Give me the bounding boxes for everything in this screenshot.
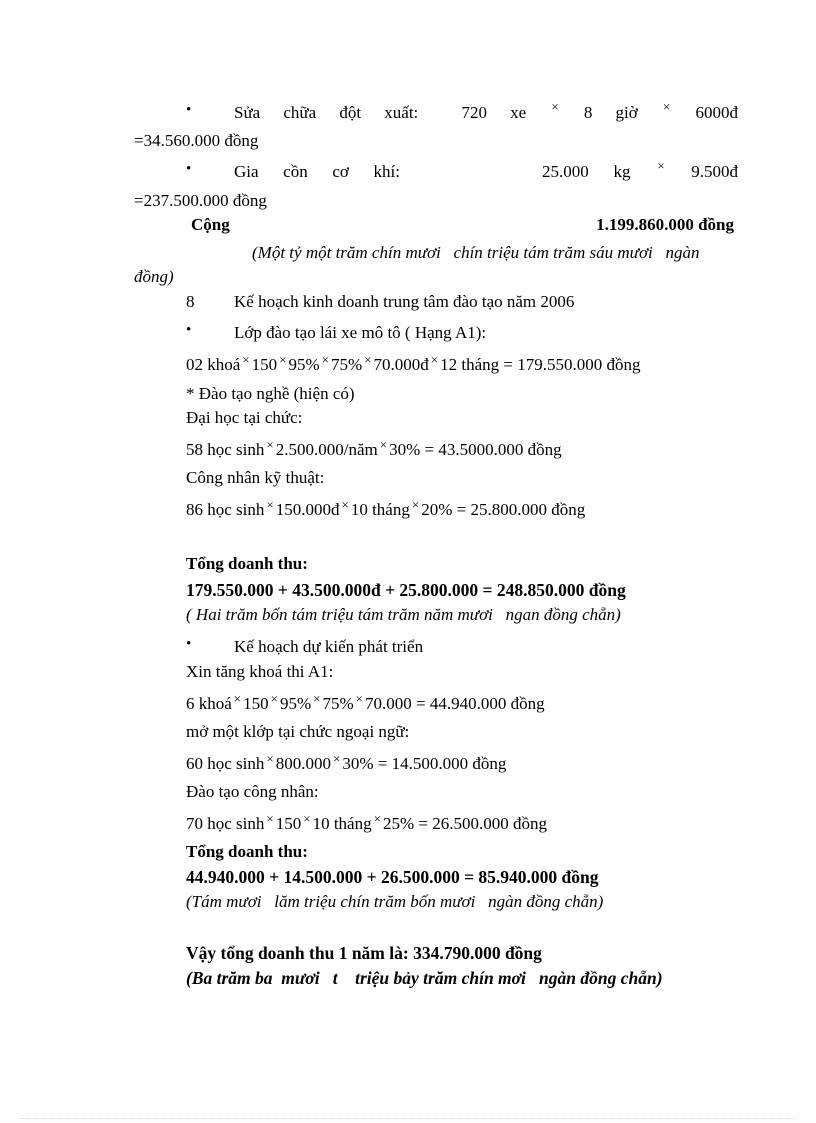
word: 9.500đ [691,162,738,181]
term: 75% [322,694,354,713]
word: cồn [283,162,308,181]
bullet-icon: • [186,636,192,652]
multiply-icon: × [303,811,311,826]
multiply-icon: × [279,352,287,367]
term: 6 khoá [186,694,232,713]
word: 6000đ [695,103,738,122]
term: 800.000 [275,754,331,773]
term: 60 học sinh [186,754,265,773]
plan-title: Kế hoạch dự kiến phát triển [234,637,424,656]
revenue-total-words: ( Hai trăm bốn tám triệu tám trăm năm mươi ngan đồng chẵn) [186,605,621,624]
term: 30% = 14.500.000 đồng [342,754,507,773]
term: 25% = 26.500.000 đồng [382,814,547,833]
mechanic-total: =237.500.000 đồng [134,191,267,210]
multiply-icon: × [242,352,250,367]
plan-total-sum: 44.940.000 + 14.500.000 + 26.500.000 = 85.940.000 đồng [186,867,599,887]
page-bottom-divider [20,1118,796,1119]
term: 58 học sinh [186,440,265,459]
technical-worker-calc [186,497,586,521]
repair-line [234,99,738,123]
word: xe [510,103,527,122]
multiply-icon: × [411,497,420,512]
revenue-total-sum: 179.550.000 + 43.500.000đ + 25.800.000 = 248.850.000 đồng [186,580,626,600]
multiply-icon: × [364,352,372,367]
technical-worker-label: Công nhân kỹ thuật: [186,468,325,487]
section-number: 8 [186,292,195,311]
university-label: Đại học tại chức: [186,408,303,427]
multiply-icon: × [355,691,364,706]
bullet-icon: • [186,161,192,177]
total-value: 1.199.860.000 đồng [596,215,734,234]
multiply-icon: × [270,691,278,706]
term: 2.500.000/năm [275,440,378,459]
worker-training-calc [186,811,547,835]
vocational-heading: * Đào tạo nghề (hiện có) [186,384,355,403]
term: 30% = 43.5000.000 đồng [389,440,562,459]
a1-increase-calc [186,691,545,715]
annual-revenue-words: (Ba trăm ba mươi t triệu bảy trăm chín mơi ngàn đồng chẵn) [186,968,663,988]
term: 20% = 25.800.000 đồng [421,500,586,519]
term: 150 [275,814,302,833]
word: kg [613,162,631,181]
moto-calc [186,352,641,376]
multiply-icon: × [379,437,388,452]
multiply-icon: × [233,691,242,706]
multiply-icon: × [266,751,274,766]
term: 70 học sinh [186,814,265,833]
plan-total-label: Tổng doanh thu: [186,842,308,861]
total-in-words: (Một tỷ một trăm chín mươi chín triệu tám trăm sáu mươi ngàn [252,243,700,262]
word: 25.000 [542,162,589,181]
word: Sửa [234,103,261,122]
word: 8 [583,103,593,122]
term: 70.000 = 44.940.000 đồng [365,694,545,713]
moto-class-title: Lớp đào tạo lái xe mô tô ( Hạng A1): [234,323,487,342]
language-class-label: mở một klớp tại chức ngoại ngữ: [186,722,410,741]
word: 720 [461,103,487,122]
worker-training-label: Đào tạo công nhân: [186,782,319,801]
word: Gia [234,162,259,181]
university-calc [186,437,562,461]
multiply-icon: × [313,691,321,706]
term: 10 tháng [312,814,372,833]
term: 150 [243,694,269,713]
term: 02 khoá [186,355,241,374]
multiply-icon: × [321,352,329,367]
term: 10 tháng [350,500,410,519]
multiply-icon: × [266,437,274,452]
annual-revenue: Vậy tổng doanh thu 1 năm là: 334.790.000 đồng [186,943,542,963]
language-class-calc [186,751,507,775]
word: đột [339,103,362,122]
term: 70.000đ [373,355,429,374]
revenue-total-label: Tổng doanh thu: [186,554,308,573]
term: 95% [279,694,312,713]
term: 95% [288,355,320,374]
word: giờ [615,103,638,122]
word: khí: [373,162,400,181]
total-label: Cộng [191,215,230,234]
multiply-icon: × [373,811,381,826]
a1-increase-label: Xin tăng khoá thi A1: [186,662,334,681]
section-title: Kế hoạch kinh doanh trung tâm đào tạo năm 2006 [234,292,575,311]
word: chữa [283,103,317,122]
repair-total: =34.560.000 đồng [134,131,259,150]
term: 150 [251,355,278,374]
plan-total-words: (Tám mươi lăm triệu chín trăm bốn mươi ngàn đồng chẵn) [186,892,604,911]
multiply-icon: × [266,497,274,512]
bullet-icon: • [186,102,192,118]
word: xuất: [384,103,419,122]
multiply-icon: × [332,751,341,766]
multiply-icon: × [430,352,439,367]
multiply-icon: × [266,811,274,826]
word: cơ [332,162,349,181]
multiply-icon: × [341,497,349,512]
term: 86 học sinh [186,500,265,519]
total-in-words-end: đồng) [134,267,174,286]
term: 75% [331,355,363,374]
multiply-icon: × [551,99,559,114]
bullet-icon: • [186,322,192,338]
multiply-icon: × [657,158,665,173]
term: 150.000đ [275,500,340,519]
multiply-icon: × [662,99,671,114]
term: 12 tháng = 179.550.000 đồng [440,355,641,374]
